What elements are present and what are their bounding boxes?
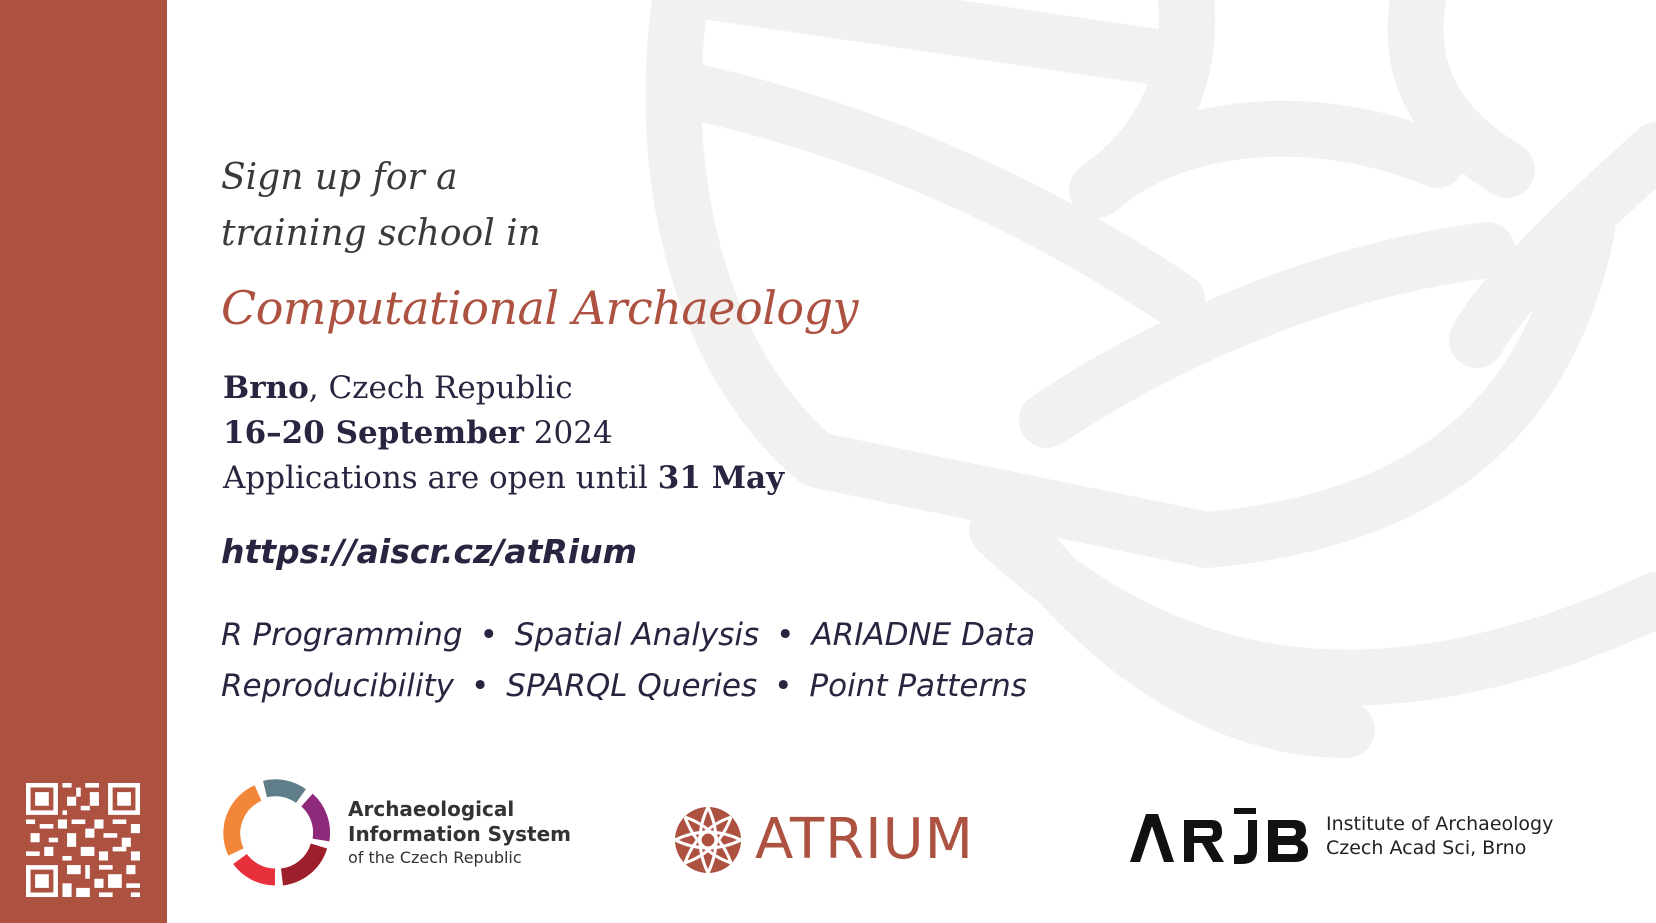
topic-item: Point Patterns	[809, 668, 1027, 704]
location-line	[223, 366, 784, 411]
arub-logo-icon	[1130, 808, 1310, 864]
ais-ring-logo-icon	[222, 778, 332, 888]
ais-logo[interactable]	[222, 778, 571, 888]
intro-line-1: Sign up for a	[221, 157, 458, 198]
topic-item: R Programming	[221, 617, 463, 653]
topic-item: ARIADNE Data	[811, 617, 1036, 653]
topic-row-1	[221, 610, 1035, 661]
registration-link[interactable]: https://aiscr.cz/atRium	[221, 532, 637, 571]
bullet-separator: •	[774, 668, 793, 704]
deadline: 31 May	[657, 460, 785, 496]
ais-line-2: Information System	[348, 822, 571, 846]
topic-item: SPARQL Queries	[506, 668, 758, 704]
atrium-logo[interactable]	[673, 805, 974, 875]
city: Brno	[223, 370, 309, 406]
intro-line-2: training school in	[221, 213, 541, 254]
headline: Computational Archaeology	[221, 281, 859, 335]
topic-item: Spatial Analysis	[514, 617, 760, 653]
arub-logo[interactable]	[1130, 808, 1553, 864]
atrium-wordmark: ATRIUM	[755, 807, 974, 872]
topic-row-2	[221, 661, 1035, 712]
bullet-separator: •	[471, 668, 490, 704]
topic-list	[221, 610, 1035, 712]
intro-text	[221, 150, 541, 262]
sidebar-band	[0, 0, 167, 923]
year: 2024	[523, 415, 613, 451]
ais-line-3: of the Czech Republic	[348, 848, 522, 867]
dates: 16–20 September	[223, 415, 524, 451]
topic-item: Reproducibility	[221, 668, 454, 704]
arub-line-1: Institute of Archaeology	[1326, 813, 1554, 835]
qr-code-icon[interactable]	[26, 783, 140, 897]
dates-line	[223, 411, 784, 456]
arub-line-2: Czech Acad Sci, Brno	[1326, 837, 1527, 859]
bullet-separator: •	[479, 617, 498, 653]
atrium-rosette-icon	[673, 805, 743, 875]
ais-logo-text	[348, 797, 571, 869]
applications-prefix: Applications are open until	[223, 460, 658, 496]
event-details	[223, 366, 784, 501]
ais-line-1: Archaeological	[348, 797, 515, 821]
country: , Czech Republic	[308, 370, 573, 406]
bullet-separator: •	[776, 617, 795, 653]
arub-logo-text	[1326, 812, 1553, 860]
applications-line	[223, 456, 784, 501]
